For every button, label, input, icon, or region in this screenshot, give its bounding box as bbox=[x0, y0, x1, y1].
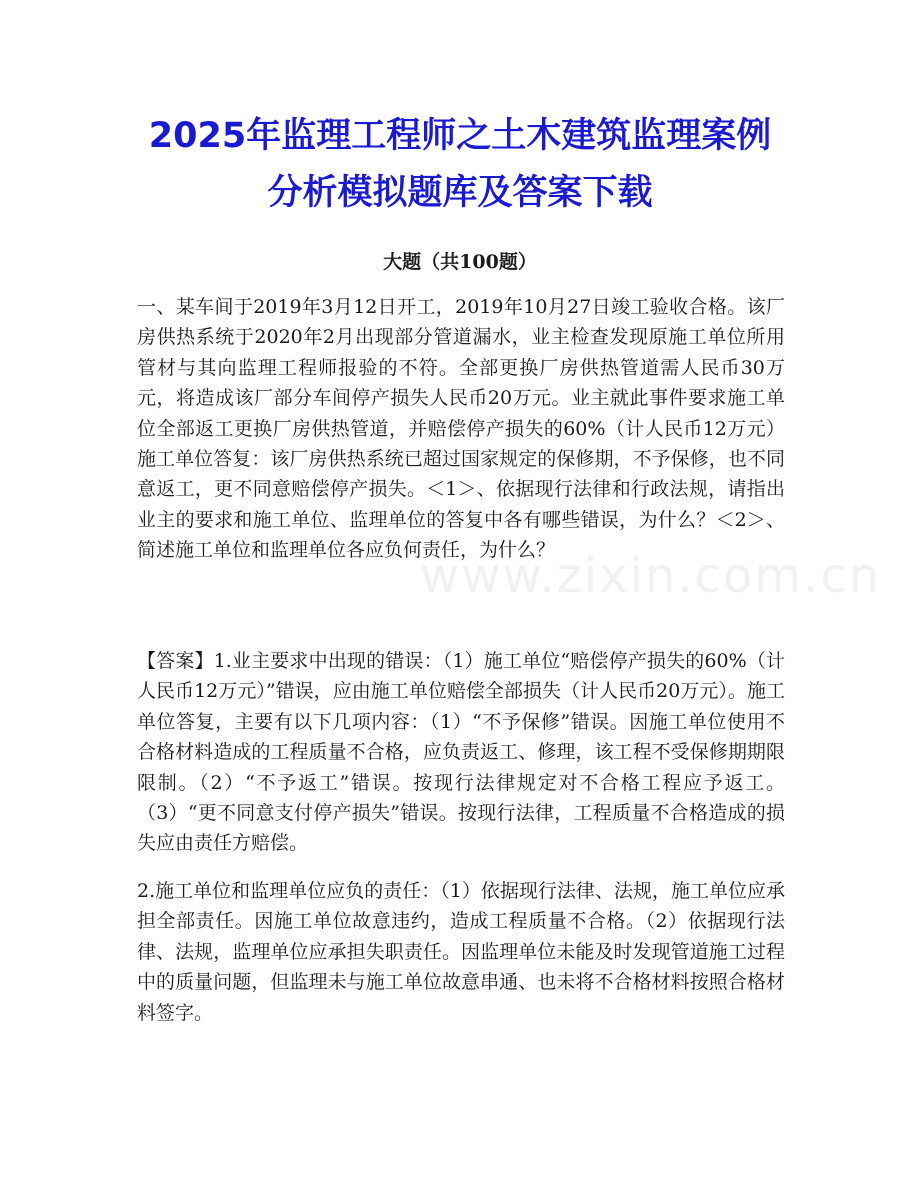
section-heading: 大题（共100题） bbox=[383, 251, 537, 273]
document-title bbox=[80, 108, 840, 222]
answer-paragraph-2: 2.施工单位和监理单位应负的责任：（1）依据现行法律、法规，施工单位应承担全部责任。因施工单位故意违约，造成工程质量不合格。（2）依据现行法律、法规，监理单位应承担失职责任。因监理单位未能及时发现管道施工过程中的质量问题，但监理未与施工单位故意串通、也未将不合格材料按照合格材料签字。 bbox=[137, 880, 785, 1024]
watermark: www.zixin.com.cn bbox=[420, 548, 882, 604]
title-line-2: 分析模拟题库及答案下载 bbox=[267, 173, 653, 213]
title-line-1: 2025年监理工程师之土木建筑监理案例 bbox=[148, 116, 772, 156]
answer-paragraph-1: 【答案】1.业主要求中出现的错误：（1）施工单位“赔偿停产损失的60%（计人民币12万元）”错误，应由施工单位赔偿全部损失（计人民币20万元）。施工单位答复，主要有以下几项内容：（1）“不予保修”错误。因施工单位使用不合格材料造成的工程质量不合格，应负责返工、修理，该工程不受保修期期限限制。（2）“不予返工”错误。按现行法律规定对不合格工程应予返工。（3）“更不同意支付停产损失”错误。按现行法律，工程质量不合格造成的损失应由责任方赔偿。 bbox=[137, 650, 785, 855]
question-paragraph: 一、某车间于2019年3月12日开工，2019年10月27日竣工验收合格。该厂房供热系统于2020年2月出现部分管道漏水，业主检查发现原施工单位所用管材与其向监理工程师报验的不符。全部更换厂房供热管道需人民币30万元，将造成该厂部分车间停产损失人民币20万元。业主就此事件要求施工单位全部返工更换厂房供热管道，并赔偿停产损失的60%（计人民币12万元）施工单位答复：该厂房供热系统已超过国家规定的保修期，不予保修，也不同意返工，更不同意赔偿停产损失。＜1＞、依据现行法律和行政法规，请指出业主的要求和施工单位、监理单位的答复中各有哪些错误，为什么？＜2＞、简述施工单位和监理单位各应负何责任，为什么？ bbox=[137, 296, 785, 562]
